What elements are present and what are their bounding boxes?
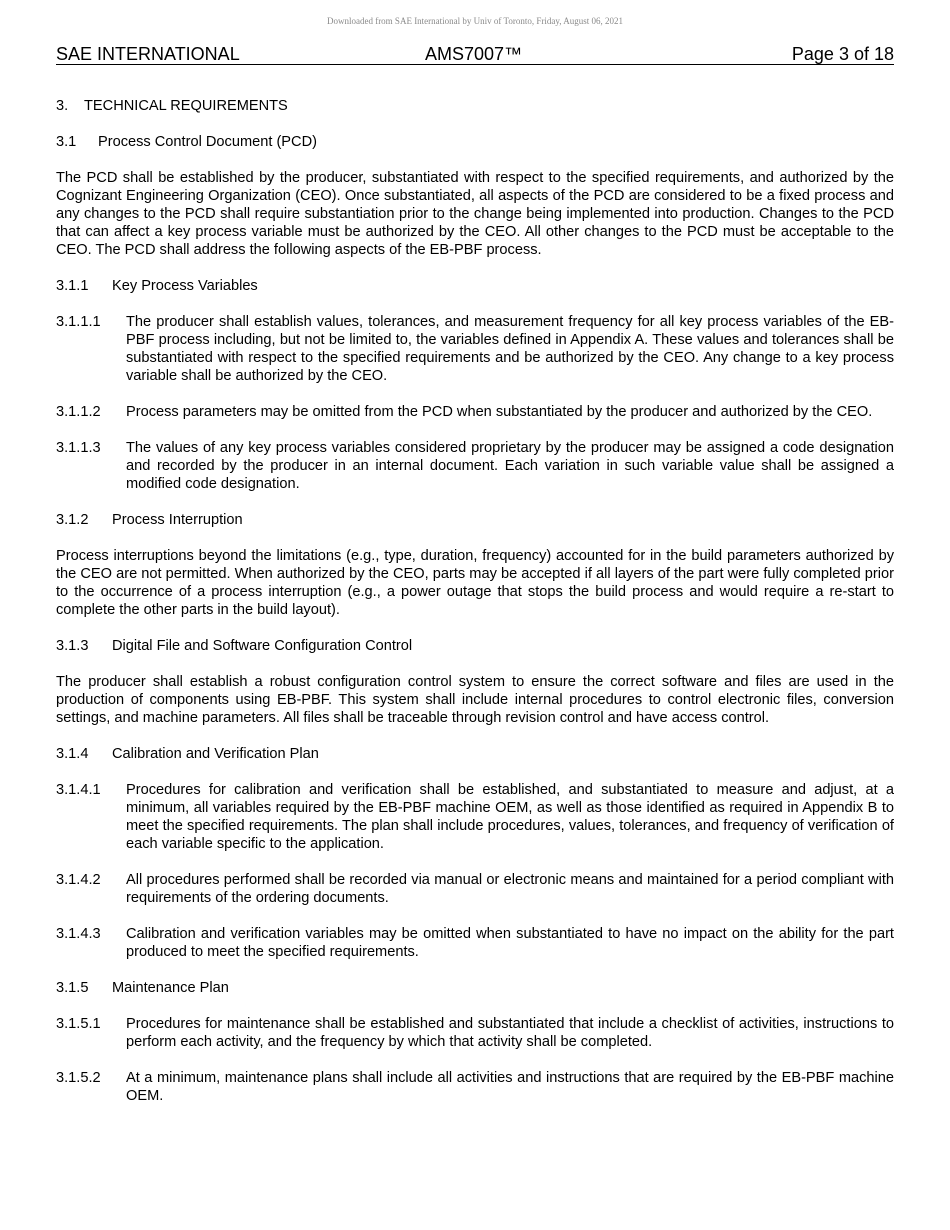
body-paragraph: Process interruptions beyond the limitations (e.g., type, duration, frequency) accounted for in the build parameters authorized by the CEO are not permitted. When authorized by the CEO, parts may be accepted if all layers of the part were fully completed prior to the occurrence of a process interruption (e.g., a power outage that stops the build process and would require a re-start to complete the other parts in the build layout). [56,548,894,618]
subsection-heading [56,133,894,151]
subsection-heading [56,637,894,655]
body-paragraph: The PCD shall be established by the producer, substantiated with respect to the specified requirements, and authorized by the Cognizant Engineering Organization (CEO). Once substantiated, all aspects of the PCD are considered to be a fixed process and any changes to the PCD shall require substantiation prior to the change being implemented into production. Changes to the PCD that can affect a key process variable must be authorized by the CEO. All other changes to the PCD must be acceptable to the CEO. The PCD shall address the following aspects of the EB-PBF process. [56,170,894,258]
section-title: Key Process Variables [112,278,258,294]
section-title: Process Control Document (PCD) [98,134,317,150]
clause-text: The producer shall establish values, tolerances, and measurement frequency for all key process variables of the EB-PBF process including, but not be limited to, the variables defined in Appendix A. These values and tolerances shall be substantiated with respect to the specified requirements and be authorized by the CEO. Any change to a key process variable shall be authorized by the CEO. [126,314,894,384]
numbered-clause [56,1069,894,1105]
section-number: 3.1.3 [56,638,89,654]
numbered-clause [56,781,894,853]
numbered-clause [56,1015,894,1051]
clause-number: 3.1.4.1 [56,782,101,798]
numbered-clause [56,925,894,961]
clause-number: 3.1.5.1 [56,1016,101,1032]
section-title: Process Interruption [112,512,243,528]
subsection-heading [56,277,894,295]
subsection-heading [56,979,894,997]
clause-text: Process parameters may be omitted from the PCD when substantiated by the producer and authorized by the CEO. [126,404,873,420]
clause-text: Procedures for maintenance shall be established and substantiated that include a checklist of activities, instructions to perform each activity, and the frequency by which that activity shall be completed. [126,1016,894,1050]
header-page-number: Page 3 of 18 [791,44,894,64]
clause-number: 3.1.4.2 [56,872,101,888]
section-number: 3.1.1 [56,278,89,294]
document-body [56,97,894,1123]
page-header [56,44,894,65]
section-title: TECHNICAL REQUIREMENTS [84,98,288,114]
clause-text: Calibration and verification variables may be omitted when substantiated to have no impact on the ability for the part produced to meet the specified requirements. [126,926,894,960]
clause-number: 3.1.5.2 [56,1070,101,1086]
section-title: Maintenance Plan [112,980,229,996]
header-document-id: AMS7007™ [425,44,523,64]
section-title: Calibration and Verification Plan [112,746,319,762]
subsection-heading [56,745,894,763]
section-number: 3.1.2 [56,512,89,528]
section-heading [56,97,894,115]
numbered-clause [56,313,894,385]
subsection-heading [56,511,894,529]
section-number: 3.1 [56,134,77,150]
section-title: Digital File and Software Configuration Control [112,638,413,654]
clause-text: All procedures performed shall be recorded via manual or electronic means and maintained for a period compliant with requirements of the ordering documents. [126,872,894,906]
section-number: 3.1.5 [56,980,89,996]
numbered-clause [56,439,894,493]
section-number: 3. [56,98,69,114]
clause-text: The values of any key process variables considered proprietary by the producer may be assigned a code designation and recorded by the producer in an internal document. Each variation in such variable value shall be assigned a modified code designation. [126,440,894,492]
header-organization: SAE INTERNATIONAL [56,44,240,64]
numbered-clause [56,871,894,907]
clause-number: 3.1.1.1 [56,314,101,330]
clause-text: Procedures for calibration and verification shall be established, and substantiated to measure and adjust, at a minimum, all variables required by the EB-PBF machine OEM, as well as those identified as required in Appendix B to meet the specified requirements. The plan shall include procedures, values, tolerances, and frequency of verification of each variable specific to the application. [126,782,894,852]
clause-number: 3.1.4.3 [56,926,101,942]
clause-number: 3.1.1.3 [56,440,101,456]
numbered-clause [56,403,894,421]
download-watermark: Downloaded from SAE International by Univ of Toronto, Friday, August 06, 2021 [326,16,624,26]
section-number: 3.1.4 [56,746,89,762]
clause-text: At a minimum, maintenance plans shall include all activities and instructions that are required by the EB-PBF machine OEM. [126,1070,894,1104]
clause-number: 3.1.1.2 [56,404,101,420]
body-paragraph: The producer shall establish a robust configuration control system to ensure the correct software and files are used in the production of components using EB-PBF. This system shall include internal procedures to control electronic files, conversion settings, and machine parameters. All files shall be traceable through revision control and have access control. [56,674,894,726]
